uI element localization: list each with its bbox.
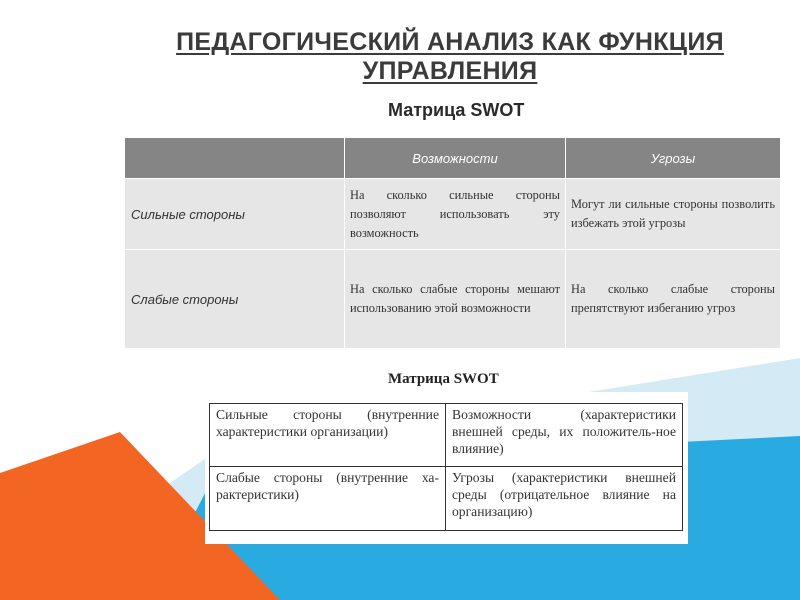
- cell-strengths-threats: Могут ли сильные стороны позволить избежать этой угрозы: [566, 179, 781, 250]
- swot-table-scan: [209, 403, 683, 531]
- row-label-weaknesses: Слабые стороны: [125, 250, 345, 349]
- cell-strengths-opportunities: На сколько сильные стороны позволяют использовать эту возможность: [345, 179, 566, 250]
- table-header-row: [125, 138, 781, 179]
- scan-cell-threats: Угрозы (характеристики внешней среды (отрицательное влияние на организацию): [446, 467, 683, 531]
- scan-cell-weaknesses: Слабые стороны (внутренние ха-рактеристики): [210, 467, 446, 531]
- table-row: [210, 467, 683, 531]
- table-row: [125, 179, 781, 250]
- scan-cell-strengths: Сильные стороны (внутренние характеристики организации): [210, 404, 446, 467]
- scan-caption: Матрица SWOT: [388, 371, 499, 387]
- header-opportunities: Возможности: [345, 138, 566, 179]
- header-empty: [125, 138, 345, 179]
- table-row: [125, 250, 781, 349]
- cell-weaknesses-opportunities: На сколько слабые стороны мешают использованию этой возможности: [345, 250, 566, 349]
- scan-cell-opportunities: Возможности (характеристики внешней среды, их положитель-ное влияние): [446, 404, 683, 467]
- slide-title: ПЕДАГОГИЧЕСКИЙ АНАЛИЗ КАК ФУНКЦИЯ УПРАВЛЕНИЯ: [176, 28, 724, 85]
- slide-subtitle: Матрица SWOT: [388, 100, 525, 120]
- header-threats: Угрозы: [566, 138, 781, 179]
- cell-weaknesses-threats: На сколько слабые стороны препятствуют избеганию угроз: [566, 250, 781, 349]
- swot-table-main: [124, 137, 781, 349]
- table-row: [210, 404, 683, 467]
- row-label-strengths: Сильные стороны: [125, 179, 345, 250]
